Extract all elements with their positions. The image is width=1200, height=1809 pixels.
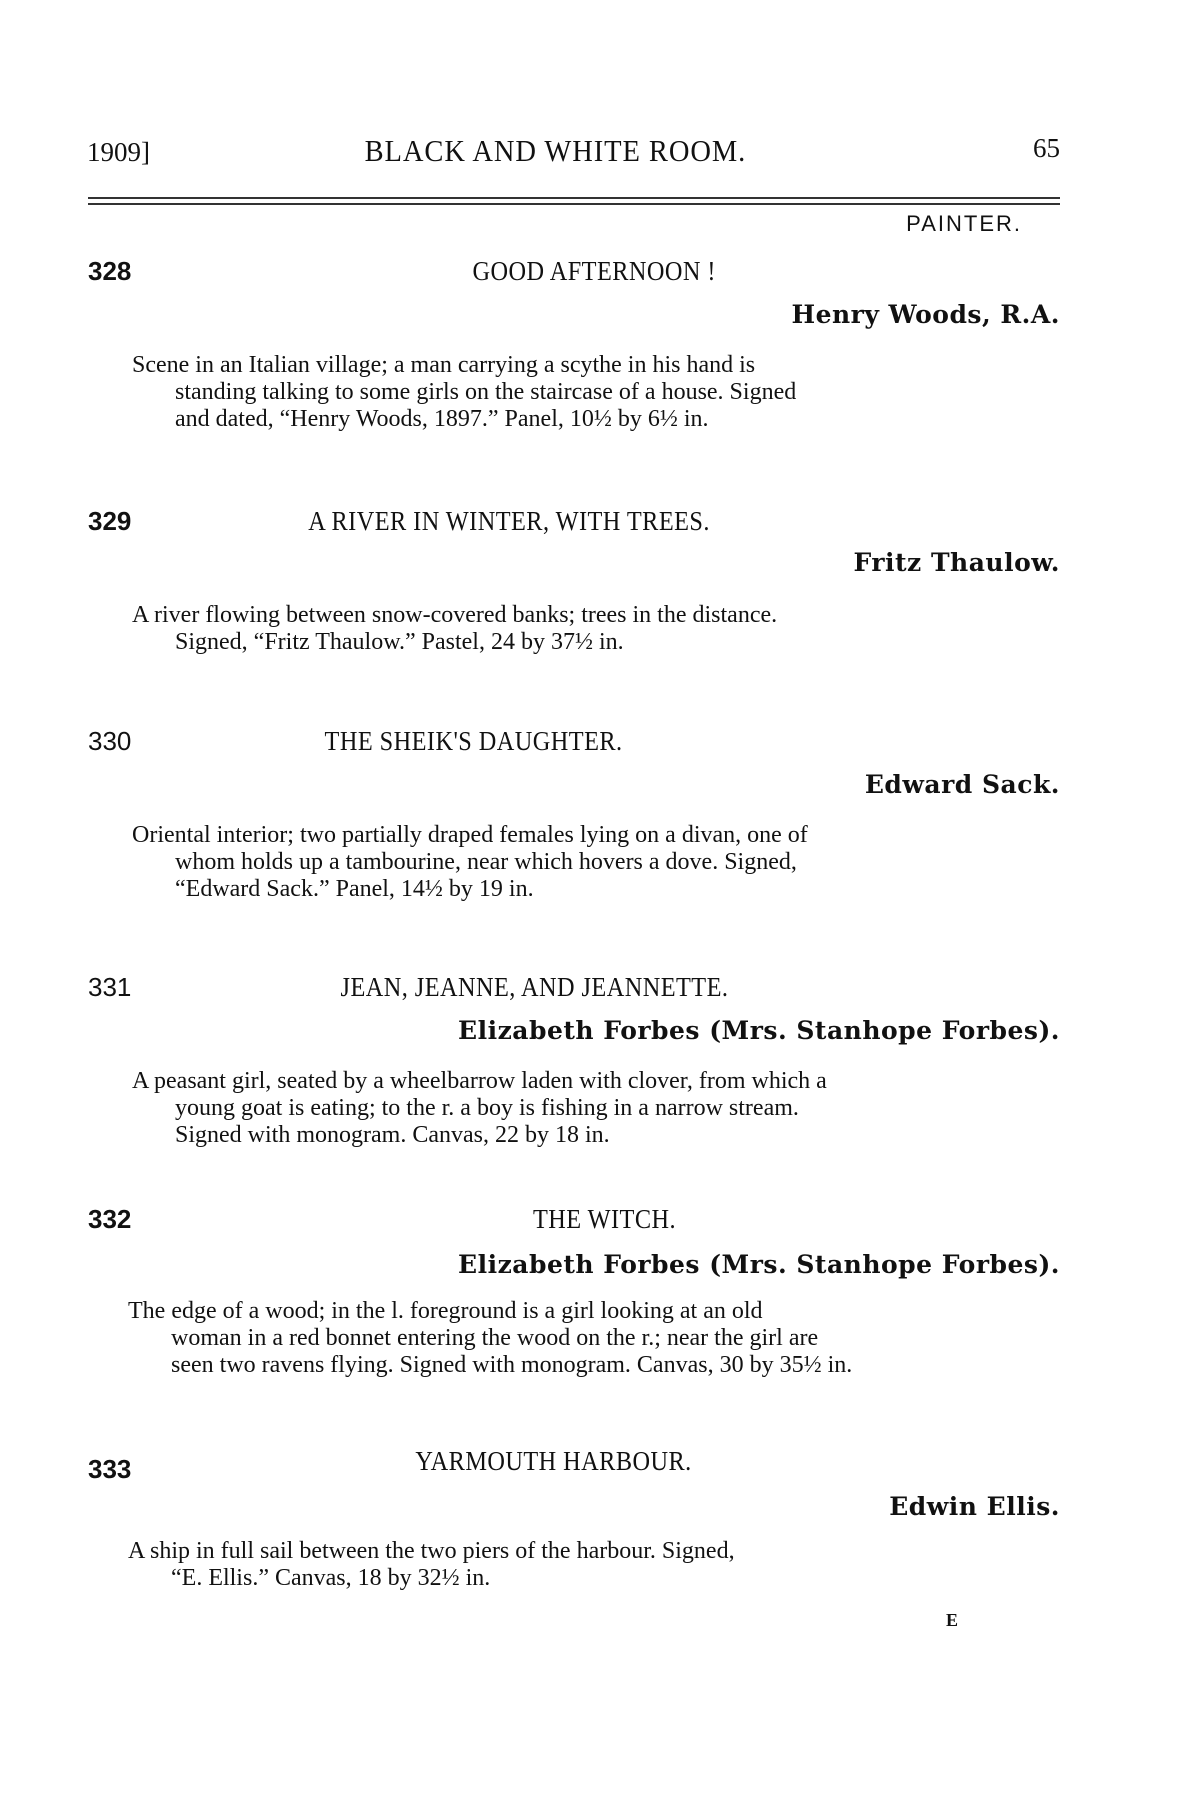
catalogue-entry [88, 506, 1060, 656]
painter-column-label: PAINTER. [906, 211, 1022, 236]
running-head [87, 133, 1060, 173]
lot-number: 328 [88, 256, 132, 286]
catalogue-entry [88, 726, 1060, 906]
running-head-title: BLACK AND WHITE ROOM. [364, 133, 747, 168]
lot-description: Scene in an Italian village; a man carrying a scythe in his hand is standing talking to some girls on the staircase of a house. Signed and dated, “Henry Woods, 1897.” Panel, 10½ by 6½ in. [132, 352, 797, 432]
artist-name: Henry Woods, R.A. [791, 300, 1060, 329]
artist-name: Edwin Ellis. [889, 1492, 1060, 1521]
lot-title: THE WITCH. [532, 1204, 676, 1234]
header-double-rule [88, 197, 1060, 205]
catalogue-entry [88, 1204, 1060, 1384]
lot-description: The edge of a wood; in the l. foreground is a girl looking at an old woman in a red bonnet entering the wood on the r.; near the girl are seen two ravens flying. Signed with monogram. Canvas, 30 by 35½ in. [128, 1298, 853, 1378]
catalogue-entry [88, 1446, 1060, 1604]
catalogue-entry [88, 256, 1060, 436]
lot-title: A RIVER IN WINTER, WITH TREES. [308, 506, 710, 536]
lot-number: 330 [88, 726, 132, 756]
catalogue-entry [88, 972, 1060, 1152]
printer-signature-mark: E [946, 1610, 959, 1630]
lot-title: YARMOUTH HARBOUR. [415, 1446, 693, 1476]
artist-name: Fritz Thaulow. [853, 548, 1060, 577]
lot-number: 333 [88, 1454, 132, 1484]
lot-number: 331 [88, 972, 132, 1002]
artist-name: Elizabeth Forbes (Mrs. Stanhope Forbes). [458, 1250, 1060, 1279]
lot-title: THE SHEIK'S DAUGHTER. [324, 726, 623, 756]
page-number: 65 [1033, 133, 1060, 163]
lot-description: A peasant girl, seated by a wheelbarrow laden with clover, from which a young goat is eating; to the r. a boy is fishing in a narrow stream. Signed with monogram. Canvas, 22 by 18 in. [132, 1068, 827, 1148]
lot-number: 332 [88, 1204, 132, 1234]
lot-title: JEAN, JEANNE, AND JEANNETTE. [340, 972, 728, 1002]
lot-description: A river flowing between snow-covered banks; trees in the distance. Signed, “Fritz Thaulow.” Pastel, 24 by 37½ in. [132, 602, 778, 655]
artist-name: Edward Sack. [864, 770, 1060, 799]
lot-title: GOOD AFTERNOON ! [472, 256, 716, 286]
lot-description: Oriental interior; two partially draped females lying on a divan, one of whom holds up a tambourine, near which hovers a dove. Signed, “Edward Sack.” Panel, 14½ by 19 in. [132, 822, 808, 902]
artist-name: Elizabeth Forbes (Mrs. Stanhope Forbes). [458, 1016, 1060, 1045]
lot-number: 329 [88, 506, 132, 536]
lot-description: A ship in full sail between the two piers of the harbour. Signed, “E. Ellis.” Canvas, 18 by 32½ in. [128, 1538, 735, 1591]
running-head-year: 1909] [87, 137, 150, 167]
